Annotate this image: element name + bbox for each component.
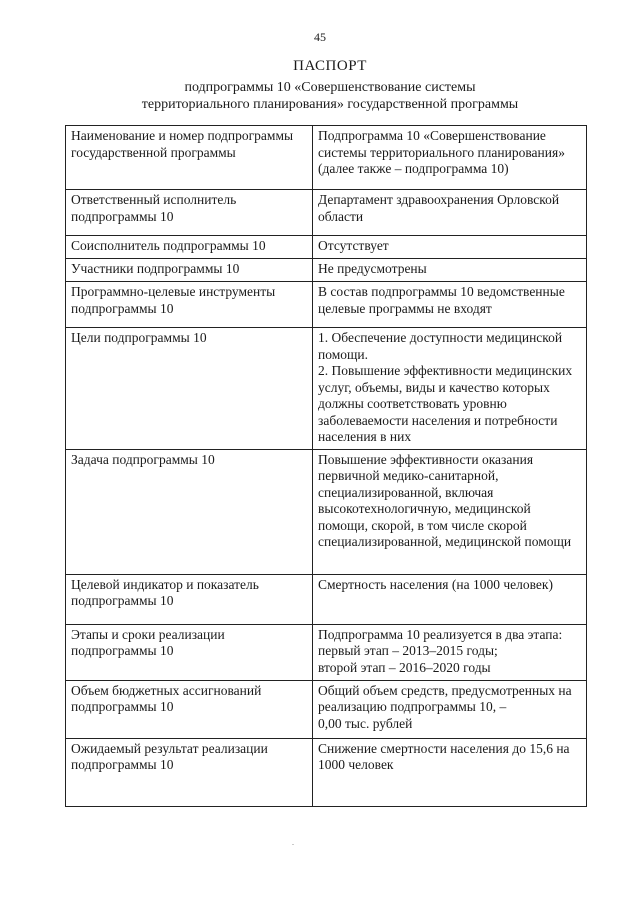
subtitle-line-1: подпрограммы 10 «Совершенствование системы [184,80,476,95]
document-title: ПАСПОРТ [293,58,367,74]
value-line: 2. Повышение эффективности медицинских услуг, объемы, виды и качество которых должны соответствовать уровню заболеваемости населения и потребности населения в них [318,363,573,444]
value-line: Общий объем средств, предусмотренных на реализацию подпрограммы 10, – [318,682,572,714]
row-value [313,680,587,738]
value-line: Департамент здравоохранения Орловской области [318,192,560,224]
row-label: Цели подпрограммы 10 [66,328,313,450]
row-value [313,328,587,450]
row-value [313,236,587,259]
row-label: Соисполнитель подпрограммы 10 [66,236,313,259]
row-value [313,574,587,624]
table-row [66,449,587,574]
table-row [66,624,587,680]
table-row [66,236,587,259]
row-value [313,449,587,574]
row-value [313,190,587,236]
row-label: Участники подпрограммы 10 [66,259,313,282]
table-row [66,126,587,190]
page-number: 45 [314,30,326,44]
table-row [66,680,587,738]
table-row [66,738,587,806]
value-line: В состав подпрограммы 10 ведомственные целевые программы не входят [318,284,565,316]
passport-table-body [66,126,587,807]
value-line: 0,00 тыс. рублей [318,715,413,731]
row-label: Ожидаемый результат реализации подпрограммы 10 [66,738,313,806]
table-row [66,574,587,624]
value-line: Подпрограмма 10 реализуется в два этапа: [318,626,563,642]
row-label: Наименование и номер подпрограммы государственной программы [66,126,313,190]
row-value [313,738,587,806]
row-label: Задача подпрограммы 10 [66,449,313,574]
document-subtitle [60,79,600,113]
value-line: Не предусмотрены [318,261,427,276]
value-line: Отсутствует [318,238,389,253]
row-label: Ответственный исполнитель подпрограммы 10 [66,190,313,236]
table-row [66,190,587,236]
subtitle-line-2: территориального планирования» государственной программы [141,97,519,112]
row-value [313,624,587,680]
row-value [313,126,587,190]
value-line: Смертность населения (на 1000 человек) [318,576,553,592]
value-line: первый этап – 2013–2015 годы; [318,643,498,658]
document-header [60,58,600,113]
passport-table [65,125,587,807]
table-row [66,328,587,450]
row-label: Объем бюджетных ассигнований подпрограммы 10 [66,680,313,738]
row-value [313,259,587,282]
value-line: 1. Обеспечение доступности медицинской помощи. [318,330,563,362]
row-value [313,282,587,328]
table-row [66,259,587,282]
row-label: Целевой индикатор и показатель подпрограммы 10 [66,574,313,624]
row-label: Этапы и сроки реализации подпрограммы 10 [66,624,313,680]
row-label: Программно-целевые инструменты подпрограммы 10 [66,282,313,328]
value-line: второй этап – 2016–2020 годы [318,659,491,675]
value-line: Подпрограмма 10 «Совершенствование системы территориального планирования» (далее также – подпрограмма 10) [318,128,565,176]
value-line: Снижение смертности населения до 15,6 на 1000 человек [318,740,570,772]
value-line: Повышение эффективности оказания первичной медико-санитарной, специализированной, включая высокотехнологичную, медицинской помощи, скорой, в том числе скорой специализированной, медицинской помощи [318,451,572,549]
table-row [66,282,587,328]
scan-mark: . [292,838,294,847]
